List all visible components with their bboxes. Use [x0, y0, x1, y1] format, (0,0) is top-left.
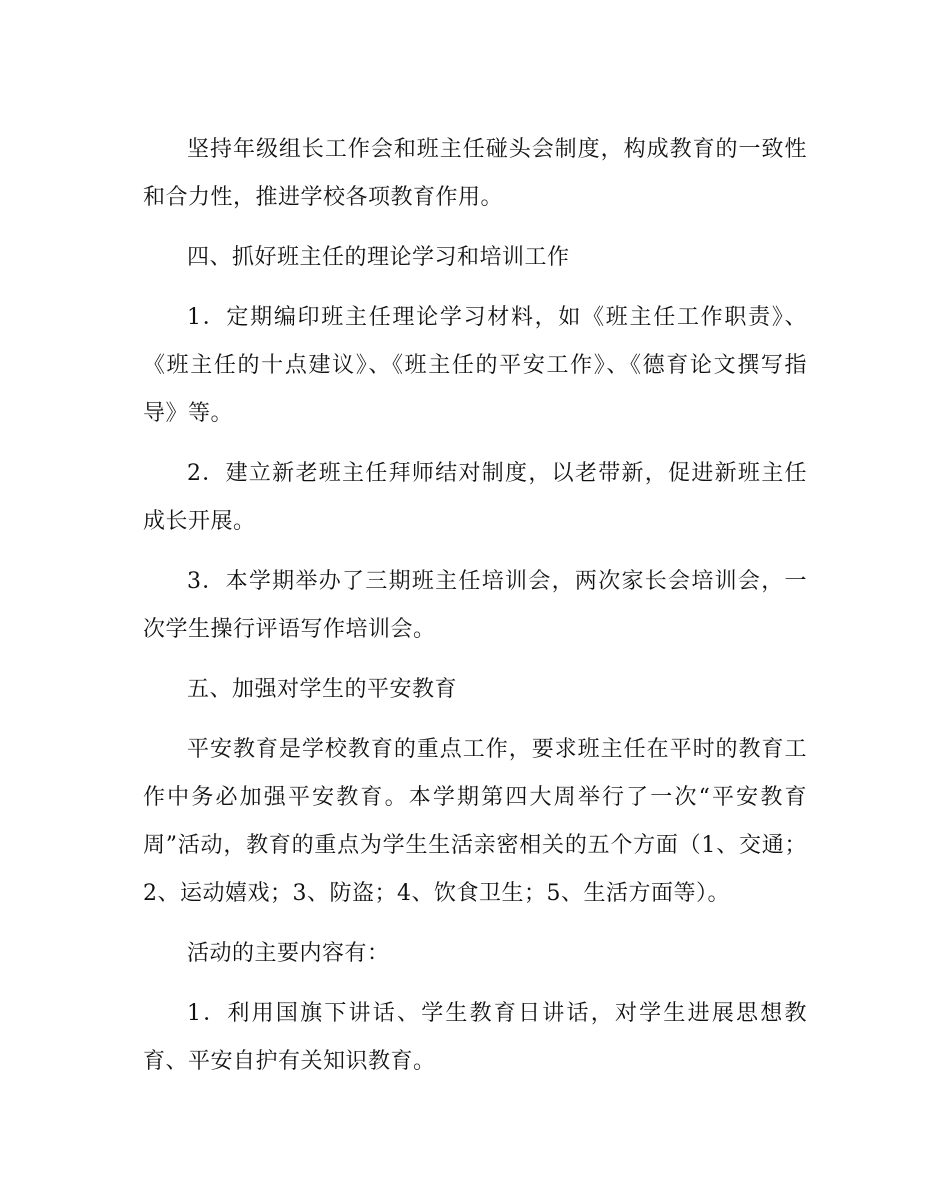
document-body: [143, 126, 807, 1098]
paragraph-item-3-training: 3．本学期举办了三期班主任培训会，两次家长会培训会，一次学生操行评语写作培训会。: [143, 569, 807, 642]
paragraph-activity-contents: 活动的主要内容有：: [187, 941, 390, 966]
paragraph-item-1-speeches: 1．利用国旗下讲话、学生教育日讲话，对学生进展思想教育、平安自护有关知识教育。: [143, 1001, 807, 1074]
heading-section-five: 五、加强对学生的平安教育: [187, 677, 458, 702]
heading-section-four: 四、抓好班主任的理论学习和培训工作: [187, 245, 570, 270]
paragraph-meeting-system: 坚持年级组长工作会和班主任碰头会制度，构成教育的一致性和合力性，推进学校各项教育作用。: [143, 137, 807, 210]
paragraph-safety-education: 平安教育是学校教育的重点工作，要求班主任在平时的教育工作中务必加强平安教育。本学期第四大周举行了一次“平安教育周”活动，教育的重点为学生生活亲密相关的五个方面（1、交通；2、运动嬉戏；3、防盗；4、饮食卫生；5、生活方面等）。: [143, 737, 807, 906]
paragraph-item-2-mentoring: 2．建立新老班主任拜师结对制度，以老带新，促进新班主任成长开展。: [143, 461, 807, 534]
paragraph-item-1-materials: 1．定期编印班主任理论学习材料，如《班主任工作职责》、《班主任的十点建议》、《班主任的平安工作》、《德育论文撰写指导》等。: [143, 305, 807, 426]
